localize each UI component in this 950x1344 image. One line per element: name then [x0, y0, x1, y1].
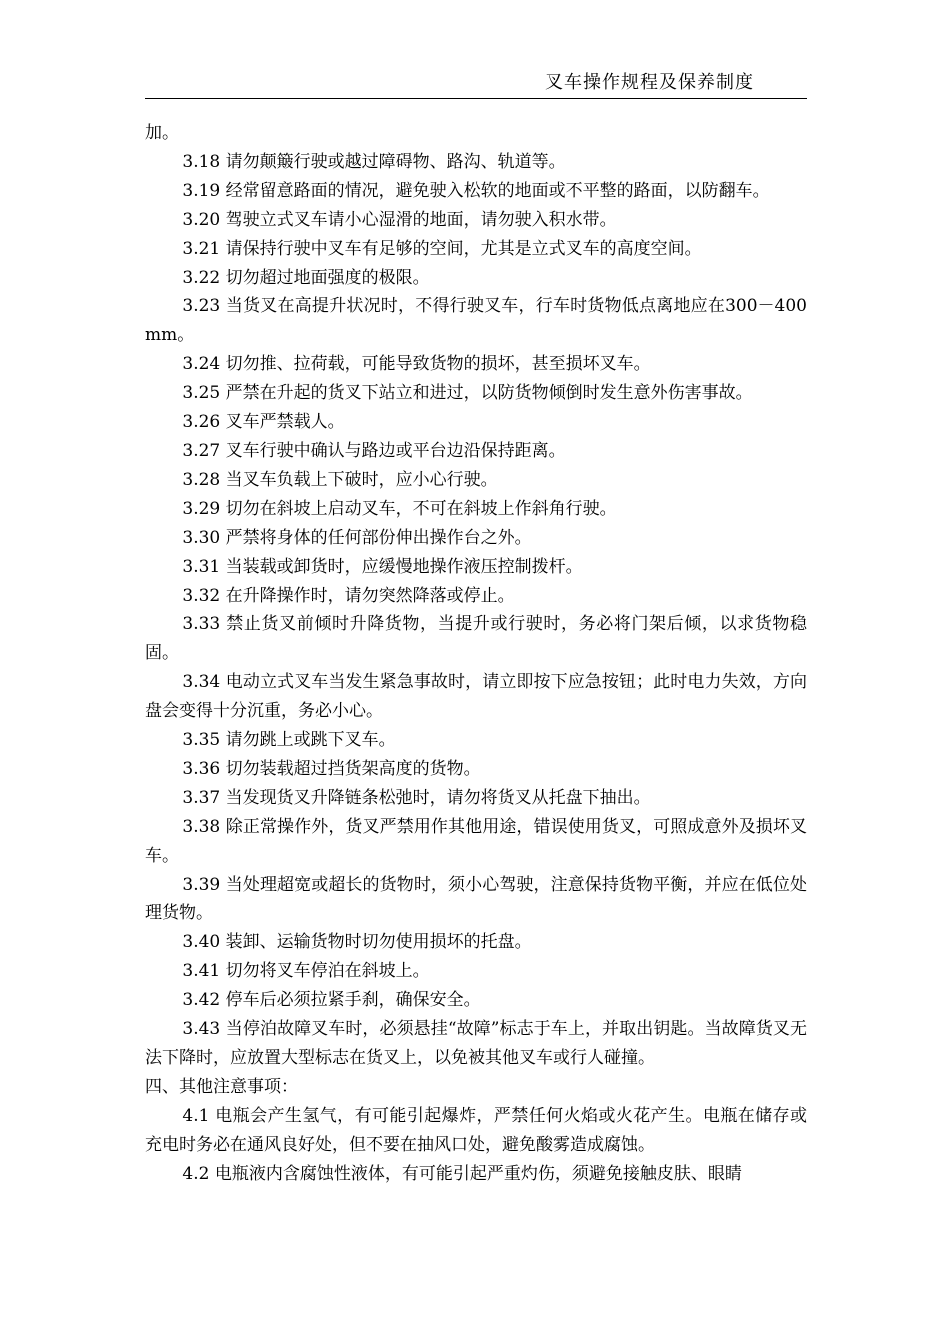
paragraph: 加。 — [145, 123, 179, 143]
paragraph: 3.31 当装载或卸货时，应缓慢地操作液压控制拨杆。 — [182, 556, 583, 577]
paragraph: 4.1 电瓶会产生氢气，有可能引起爆炸，严禁任何火焰或火花产生。电瓶在储存或充电时务必在通风良好处，但不要在抽风口处，避免酸雾造成腐蚀。 — [145, 1105, 807, 1155]
paragraph: 3.26 叉车严禁载人。 — [182, 412, 345, 433]
paragraph: 3.25 严禁在升起的货叉下站立和进过，以防货物倾倒时发生意外伤害事故。 — [182, 383, 753, 404]
paragraph: 四、其他注意事项： — [145, 1076, 298, 1097]
paragraph: 3.27 叉车行驶中确认与路边或平台边沿保持距离。 — [182, 440, 566, 461]
paragraph: 3.29 切勿在斜坡上启动叉车，不可在斜坡上作斜角行驶。 — [182, 498, 617, 519]
paragraph: 3.33 禁止货叉前倾时升降货物，当提升或行驶时，务必将门架后倾，以求货物稳固。 — [145, 614, 807, 664]
paragraph: 3.20 驾驶立式叉车请小心湿滑的地面，请勿驶入积水带。 — [182, 209, 617, 230]
paragraph: 3.37 当发现货叉升降链条松弛时，请勿将货叉从托盘下抽出。 — [182, 787, 651, 808]
paragraph: 3.39 当处理超宽或超长的货物时，须小心驾驶，注意保持货物平衡，并应在低位处理货物。 — [145, 874, 807, 924]
paragraph: 3.21 请保持行驶中叉车有足够的空间，尤其是立式叉车的高度空间。 — [182, 238, 702, 259]
paragraph: 3.19 经常留意路面的情况，避免驶入松软的地面或不平整的路面，以防翻车。 — [182, 180, 770, 201]
paragraph: 4.2 电瓶液内含腐蚀性液体，有可能引起严重灼伤，须避免接触皮肤、眼睛 — [182, 1163, 742, 1184]
paragraph: 3.23 当货叉在高提升状况时，不得行驶叉车，行车时货物低点离地应在300－400mm。 — [145, 296, 807, 346]
paragraph: 3.32 在升降操作时，请勿突然降落或停止。 — [182, 585, 515, 606]
paragraph: 3.24 切勿推、拉荷载，可能导致货物的损坏，甚至损坏叉车。 — [182, 354, 651, 375]
paragraph: 3.42 停车后必须拉紧手刹，确保安全。 — [182, 990, 481, 1011]
paragraph: 3.40 装卸、运输货物时切勿使用损坏的托盘。 — [182, 932, 532, 953]
paragraph: 3.28 当叉车负载上下破时，应小心行驶。 — [182, 469, 498, 490]
paragraph: 3.35 请勿跳上或跳下叉车。 — [182, 730, 396, 751]
paragraph: 3.38 除正常操作外，货叉严禁用作其他用途，错误使用货叉，可照成意外及损坏叉车。 — [145, 816, 807, 866]
paragraph: 3.36 切勿装载超过挡货架高度的货物。 — [182, 758, 481, 779]
paragraph: 3.41 切勿将叉车停泊在斜坡上。 — [182, 961, 430, 982]
paragraph: 3.22 切勿超过地面强度的极限。 — [182, 267, 430, 288]
paragraph: 3.34 电动立式叉车当发生紧急事故时，请立即按下应急按钮；此时电力失效，方向盘会变得十分沉重，务必小心。 — [145, 672, 807, 722]
paragraph: 3.18 请勿颠簸行驶或越过障碍物、路沟、轨道等。 — [182, 151, 566, 172]
paragraph: 3.30 严禁将身体的任何部份伸出操作台之外。 — [182, 527, 532, 548]
page-header-title: 叉车操作规程及保养制度 — [545, 72, 754, 93]
header-divider — [145, 98, 807, 99]
document-body — [145, 119, 807, 1189]
paragraph: 3.43 当停泊故障叉车时，必须悬挂“故障”标志于车上，并取出钥匙。当故障货叉无法下降时，应放置大型标志在货叉上，以免被其他叉车或行人碰撞。 — [145, 1019, 807, 1068]
